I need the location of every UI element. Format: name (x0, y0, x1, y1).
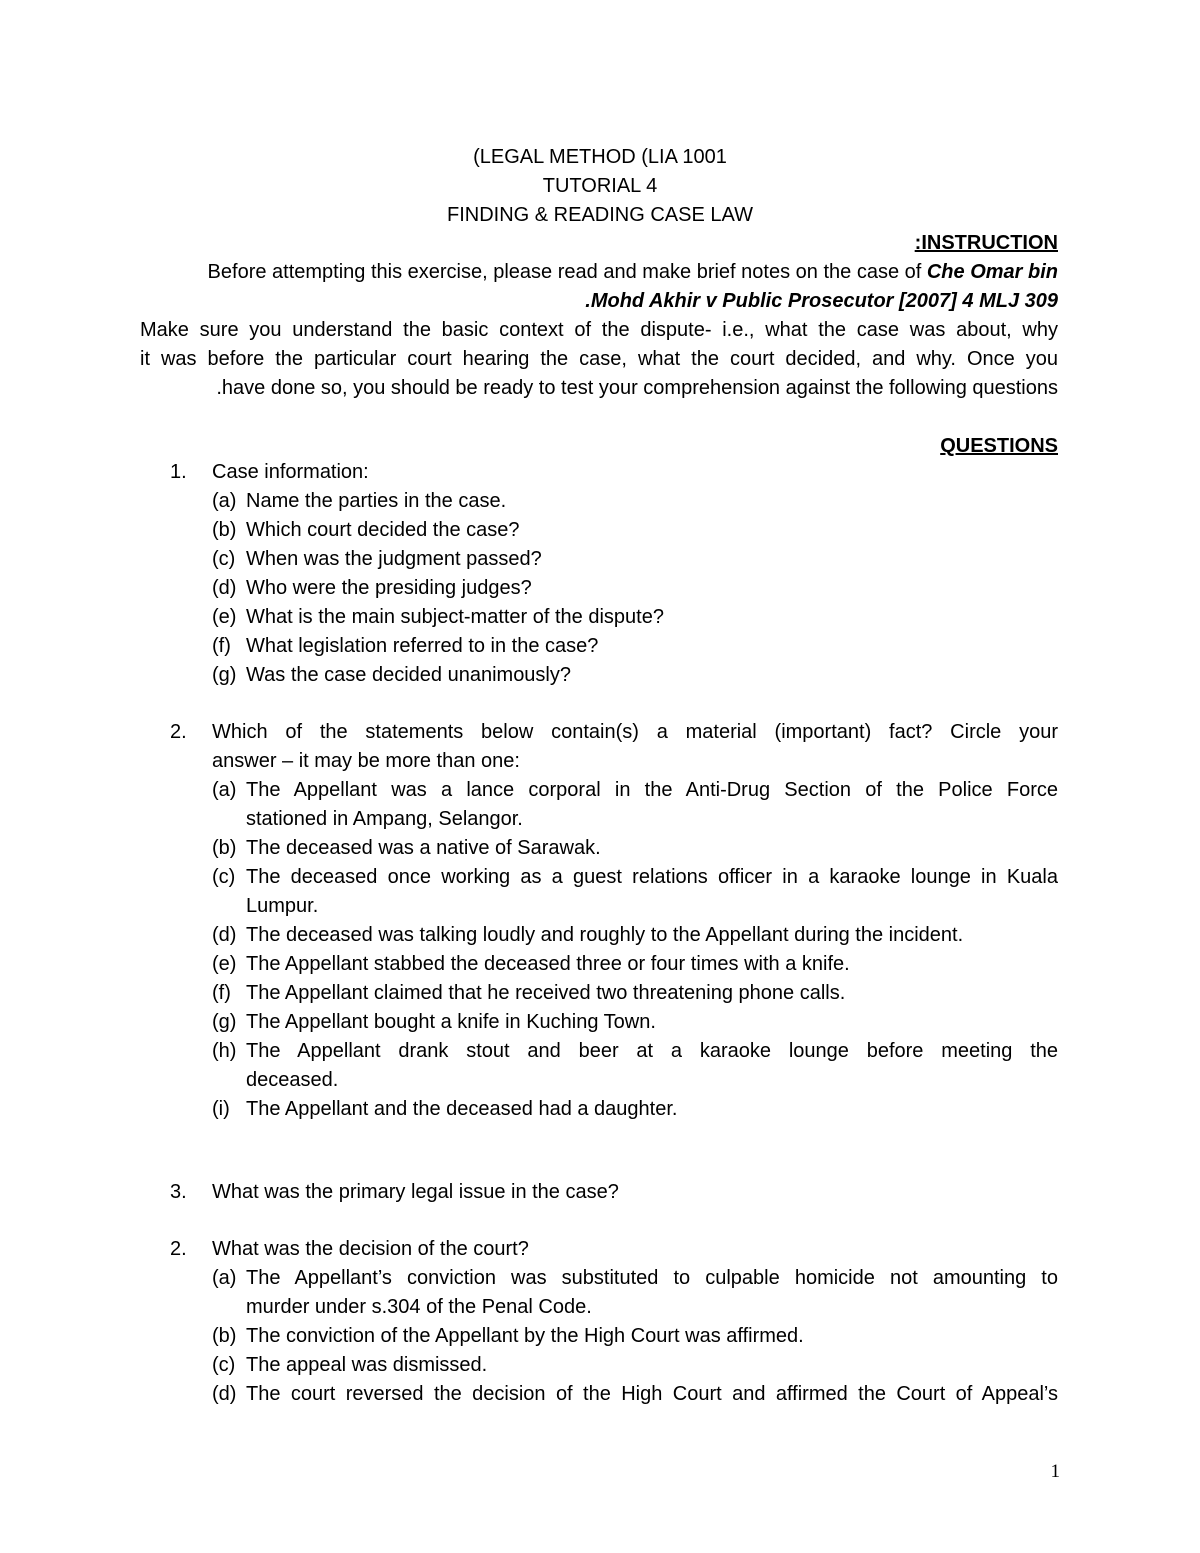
question-4 (170, 1235, 1058, 1409)
instruction-line-5: .have done so, you should be ready to test your comprehension against the following questions (216, 377, 1058, 399)
instruction-section (140, 229, 1058, 403)
questions-heading: QUESTIONS (940, 435, 1058, 457)
list-item: (f) The Appellant claimed that he received two threatening phone calls. (212, 982, 846, 1004)
document-header (0, 143, 1200, 230)
case-citation-part-1: Che Omar bin (926, 261, 1058, 283)
question-number: 1. (170, 461, 187, 483)
list-item: (b) The deceased was a native of Sarawak. (212, 837, 601, 859)
question-text: What was the decision of the court? (212, 1238, 529, 1260)
topic-title: FINDING & READING CASE LAW (447, 204, 753, 226)
list-item: (e) What is the main subject-matter of the dispute? (212, 606, 664, 628)
list-item: (d) The court reversed the decision of the High Court and affirmed the Court of Appeal’s (212, 1383, 1058, 1405)
list-item: (a) Name the parties in the case. (212, 490, 507, 512)
list-item: (a) The Appellant’s conviction was substituted to culpable homicide not amounting to murder under s.304 of the Penal Code. (212, 1267, 1058, 1318)
list-item: (c) The deceased once working as a guest relations officer in a karaoke lounge in Kuala Lumpur. (212, 866, 1058, 917)
list-item: (a) The Appellant was a lance corporal in the Anti-Drug Section of the Police Force stationed in Ampang, Selangor. (212, 779, 1058, 830)
question-2 (170, 718, 1058, 1124)
list-item: (c) When was the judgment passed? (212, 548, 542, 570)
list-item: (d) Who were the presiding judges? (212, 577, 532, 599)
case-citation-part-2: .Mohd Akhir v Public Prosecutor [2007] 4 MLJ 309 (585, 290, 1058, 312)
list-item: (g) Was the case decided unanimously? (212, 664, 571, 686)
question-number: 2. (170, 1238, 187, 1260)
tutorial-title: TUTORIAL 4 (542, 175, 658, 197)
list-item: (g) The Appellant bought a knife in Kuching Town. (212, 1011, 656, 1033)
list-item: (f) What legislation referred to in the case? (212, 635, 599, 657)
instruction-line-3: Make sure you understand the basic context of the dispute- i.e., what the case was about, why (140, 319, 1058, 341)
question-number: 3. (170, 1181, 187, 1203)
list-item: (e) The Appellant stabbed the deceased three or four times with a knife. (212, 953, 850, 975)
question-text-line-2: answer – it may be more than one: (212, 750, 520, 772)
question-3 (170, 1178, 1058, 1207)
question-text: What was the primary legal issue in the case? (212, 1181, 619, 1203)
question-1 (170, 458, 1058, 690)
list-item: (b) Which court decided the case? (212, 519, 520, 541)
course-title: (LEGAL METHOD (LIA 1001 (473, 146, 727, 168)
list-item: (d) The deceased was talking loudly and roughly to the Appellant during the incident. (212, 924, 964, 946)
question-text-line-1: Which of the statements below contain(s) a material (important) fact? Circle your (212, 721, 1058, 743)
page-number: 1 (1050, 1461, 1060, 1482)
instruction-label: :INSTRUCTION (914, 232, 1058, 254)
question-text: Case information: (212, 461, 369, 483)
instruction-line-1: Before attempting this exercise, please read and make brief notes on the case of (207, 261, 927, 283)
list-item: (c) The appeal was dismissed. (212, 1354, 488, 1376)
list-item: (b) The conviction of the Appellant by the High Court was affirmed. (212, 1325, 804, 1347)
list-item: (h) The Appellant drank stout and beer at a karaoke lounge before meeting the deceased. (212, 1040, 1058, 1091)
question-number: 2. (170, 721, 187, 743)
instruction-line-4: it was before the particular court hearing the case, what the court decided, and why. Once you (140, 348, 1058, 370)
list-item: (i) The Appellant and the deceased had a daughter. (212, 1098, 678, 1120)
